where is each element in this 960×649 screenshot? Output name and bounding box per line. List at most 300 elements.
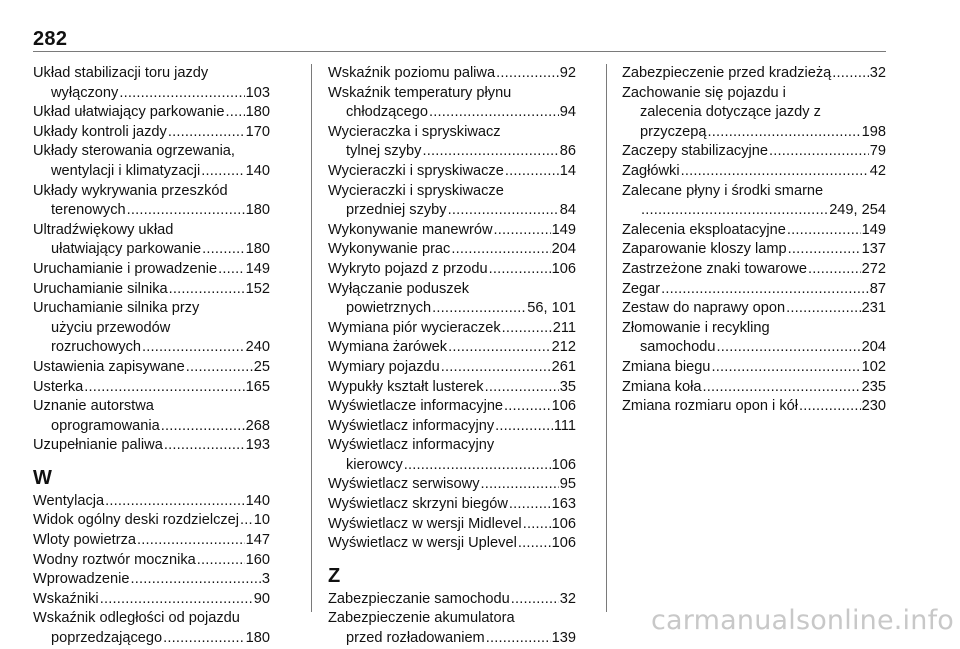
index-entry — [622, 378, 886, 398]
index-entry-page: 180 — [245, 202, 270, 219]
index-entry-term: przedniej szyby — [346, 202, 447, 219]
index-entry-page: 106 — [551, 535, 576, 552]
dot-leader — [447, 338, 551, 358]
dot-leader — [163, 436, 245, 456]
index-entry — [328, 84, 576, 123]
index-entry-page: 92 — [559, 65, 576, 81]
dot-leader — [504, 162, 559, 182]
dot-leader — [447, 201, 559, 221]
index-entry — [328, 123, 576, 162]
index-entry-page: 165 — [245, 378, 270, 395]
index-entry — [33, 64, 270, 103]
dot-leader — [807, 260, 861, 280]
index-entry-line — [328, 221, 576, 241]
dot-leader — [224, 103, 244, 123]
index-entry-term: Układ stabilizacji toru jazdy — [33, 65, 209, 81]
index-entry-page: 111 — [553, 417, 576, 434]
index-entry — [33, 280, 270, 300]
index-entry-term: Zabezpieczenie przed kradzieżą — [622, 65, 832, 81]
index-entry-line — [328, 142, 576, 162]
index-entry — [328, 280, 576, 319]
index-entry-page: 84 — [559, 202, 576, 219]
index-entry — [328, 475, 576, 495]
index-entry-line — [33, 103, 270, 123]
index-entry-line — [328, 103, 576, 123]
index-entry-term: Wykonywanie manewrów — [328, 221, 493, 238]
index-entry-page: 106 — [551, 260, 576, 277]
index-entry-term: Układy sterowania ogrzewania, — [33, 143, 235, 160]
index-entry-term: Usterka — [33, 378, 84, 395]
header-rule — [33, 51, 886, 52]
index-entry-line — [328, 609, 576, 629]
index-entry-line — [328, 417, 576, 437]
index-entry — [328, 515, 576, 535]
index-entry-page: 94 — [559, 104, 576, 121]
index-entry-line — [622, 142, 886, 162]
dot-leader — [196, 551, 245, 571]
index-entry-term: terenowych — [51, 202, 126, 219]
index-entry-term: Zalecane płyny i środki smarne — [622, 182, 824, 199]
section-letter: W — [33, 466, 52, 489]
index-entry-page: 149 — [861, 221, 886, 238]
index-entry-page: 149 — [551, 221, 576, 238]
index-entry-line — [328, 319, 576, 339]
index-entry-term: zalecenia dotyczące jazdy z — [640, 104, 821, 121]
dot-leader — [403, 456, 551, 476]
index-entry-line — [328, 280, 576, 300]
index-entry-page: 90 — [253, 590, 270, 607]
index-entry-page: 86 — [559, 143, 576, 160]
index-entry-page: 79 — [869, 143, 886, 160]
index-entry-line — [622, 338, 886, 358]
index-entry-line — [328, 456, 576, 476]
index-entry-page: 240 — [245, 339, 270, 356]
index-entry-term: Wskaźnik odległości od pojazdu — [33, 610, 240, 627]
index-entry — [622, 319, 886, 358]
index-entry-page: 249, 254 — [829, 202, 886, 219]
index-entry-line — [622, 358, 886, 378]
index-entry-line — [328, 84, 576, 104]
dot-leader — [831, 64, 868, 84]
index-entry-term: Zachowanie się pojazdu i — [622, 84, 786, 101]
index-entry-line — [33, 64, 270, 84]
index-entry-line — [328, 515, 576, 535]
index-entry-page: 25 — [253, 358, 270, 375]
index-entry-line — [33, 280, 270, 300]
index-entry-page: 272 — [861, 260, 886, 277]
dot-leader — [501, 319, 552, 339]
index-entry-term: Zalecenia eksploatacyjne — [622, 221, 786, 238]
dot-leader — [450, 240, 550, 260]
index-entry-page: 103 — [245, 84, 270, 101]
index-entry-line — [328, 201, 576, 221]
dot-leader — [162, 629, 244, 649]
index-entry-line — [328, 338, 576, 358]
index-entry-line — [33, 240, 270, 260]
section-letter: Z — [328, 564, 341, 587]
index-entry-line — [328, 182, 576, 202]
index-entry-page: 231 — [861, 300, 886, 317]
index-entry-page: 32 — [559, 590, 576, 607]
index-entry-term: Zestaw do naprawy opon — [622, 300, 786, 317]
column-divider — [311, 64, 312, 612]
index-entry-term: Wyświetlacz skrzyni biegów — [328, 496, 508, 513]
index-entry — [622, 221, 886, 241]
index-entry-term: Zaparowanie kloszy lamp — [622, 241, 787, 258]
watermark: carmanualsonline.info — [651, 605, 954, 636]
index-entry-term: ułatwiający parkowanie — [51, 241, 202, 258]
index-entry-term: samochodu — [640, 339, 716, 356]
index-entry — [33, 221, 270, 260]
dot-leader — [660, 280, 869, 300]
dot-leader — [787, 240, 861, 260]
index-entry-line — [33, 609, 270, 629]
dot-leader — [83, 378, 244, 398]
index-entry — [328, 162, 576, 182]
index-entry-page: 102 — [861, 358, 886, 375]
index-entry-term: Wyświetlacz informacyjny — [328, 437, 495, 454]
index-entry — [328, 417, 576, 437]
index-entry-line — [622, 378, 886, 398]
dot-leader — [141, 338, 245, 358]
index-entry-term: Wycieraczka i spryskiwacz — [328, 123, 501, 140]
index-entry-line — [328, 240, 576, 260]
index-entry-term: Zmiana rozmiaru opon i kół — [622, 398, 799, 415]
index-entry — [33, 531, 270, 551]
index-entry-term: Zabezpieczenie akumulatora — [328, 610, 515, 627]
dot-leader — [185, 358, 253, 378]
index-entry-term: Wskaźniki — [33, 590, 99, 607]
dot-leader — [493, 221, 551, 241]
index-entry-line — [33, 358, 270, 378]
index-entry-page: 140 — [245, 162, 270, 179]
index-entry-line — [328, 358, 576, 378]
index-entry-page: 212 — [551, 339, 576, 356]
index-entry-line — [328, 260, 576, 280]
dot-leader — [200, 162, 244, 182]
index-entry-term: chłodzącego — [346, 104, 428, 121]
dot-leader — [239, 511, 253, 531]
index-entry-line — [328, 495, 576, 515]
index-entry-line — [33, 201, 270, 221]
index-entry-line — [622, 299, 886, 319]
index-entry-line — [328, 590, 576, 610]
index-entry-page: 87 — [869, 280, 886, 297]
dot-leader — [495, 64, 559, 84]
index-entry-term: Wyświetlacz serwisowy — [328, 476, 480, 493]
index-entry-page: 106 — [551, 515, 576, 532]
index-entry — [622, 397, 886, 417]
index-entry-term: Wycieraczki i spryskiwacze — [328, 182, 504, 199]
index-entry-line — [328, 629, 576, 649]
index-entry-term: Zegar — [622, 280, 661, 297]
index-entry-page: 163 — [551, 496, 576, 513]
index-entry-term: tylnej szyby — [346, 143, 422, 160]
index-entry-term: Zabezpieczanie samochodu — [328, 590, 510, 607]
index-entry — [33, 397, 270, 436]
index-entry-line — [622, 123, 886, 143]
index-entry-term: Wskaźnik temperatury płynu — [328, 84, 512, 101]
index-entry-term: Wykryto pojazd z przodu — [328, 260, 488, 277]
dot-leader — [104, 492, 245, 512]
index-entry-term: poprzedzającego — [51, 630, 163, 647]
index-entry-term: Wyświetlacz w wersji Uplevel — [328, 535, 517, 552]
index-entry-line — [328, 534, 576, 554]
index-entry-line — [33, 162, 270, 182]
index-entry-page: 95 — [559, 476, 576, 493]
index-entry-page: 193 — [245, 437, 270, 454]
index-entry — [33, 358, 270, 378]
index-entry — [33, 492, 270, 512]
dot-leader — [785, 299, 861, 319]
index-entry-line — [622, 201, 886, 221]
index-entry-term: Wycieraczki i spryskiwacze — [328, 162, 504, 179]
dot-leader — [431, 299, 526, 319]
index-entry — [622, 84, 886, 143]
index-entry-term: Ustawienia zapisywane — [33, 358, 185, 375]
index-entry — [33, 570, 270, 590]
index-entry-term: Zagłówki — [622, 162, 680, 179]
index-column-2 — [328, 64, 576, 649]
dot-leader — [136, 531, 245, 551]
index-entry-term: Widok ogólny deski rozdzielczej — [33, 512, 240, 529]
index-entry-line — [622, 64, 886, 84]
index-entry — [622, 299, 886, 319]
index-entry-line — [33, 551, 270, 571]
index-entry-line — [33, 338, 270, 358]
index-entry — [33, 299, 270, 358]
index-entry-term: Zaczepy stabilizacyjne — [622, 143, 769, 160]
index-entry-page: 204 — [551, 241, 576, 258]
index-entry-term: Wymiana piór wycieraczek — [328, 319, 501, 336]
index-entry-page: 137 — [861, 241, 886, 258]
index-entry — [33, 260, 270, 280]
index-entry-page: 106 — [551, 398, 576, 415]
index-entry-line — [622, 84, 886, 104]
index-entry — [622, 260, 886, 280]
dot-leader — [160, 417, 245, 437]
index-entry-term: Wentylacja — [33, 492, 105, 509]
index-entry-term: Układy kontroli jazdy — [33, 123, 167, 140]
index-entry-line — [328, 64, 576, 84]
page-number: 282 — [33, 28, 68, 50]
index-entry-term: Wymiana żarówek — [328, 339, 448, 356]
index-entry-term: Uznanie autorstwa — [33, 398, 154, 415]
index-entry-term: Wypukły kształt lusterek — [328, 378, 484, 395]
index-entry-page: 170 — [245, 123, 270, 140]
index-entry-page: 42 — [869, 162, 886, 179]
index-entry-page: 152 — [245, 280, 270, 297]
index-entry-line — [622, 182, 886, 202]
dot-leader — [428, 103, 559, 123]
index-entry — [328, 534, 576, 554]
index-entry-line — [328, 123, 576, 143]
index-entry-page: 204 — [861, 339, 886, 356]
index-entry-line — [622, 162, 886, 182]
index-entry-term: rozruchowych — [51, 339, 142, 356]
index-entry — [328, 609, 576, 648]
index-entry-term: Układ ułatwiający parkowanie — [33, 104, 225, 121]
index-entry-term: wentylacji i klimatyzacji — [51, 162, 201, 179]
dot-leader — [715, 338, 860, 358]
index-entry — [622, 358, 886, 378]
index-entry — [328, 358, 576, 378]
index-entry-line — [33, 397, 270, 417]
dot-leader — [488, 260, 551, 280]
index-entry — [328, 221, 576, 241]
dot-leader — [167, 123, 245, 143]
index-entry — [328, 590, 576, 610]
dot-leader — [485, 629, 551, 649]
index-entry — [328, 436, 576, 475]
index-entry — [328, 260, 576, 280]
index-entry — [33, 551, 270, 571]
index-entry-page: 35 — [559, 378, 576, 395]
index-entry — [33, 511, 270, 531]
index-entry-page: 180 — [245, 630, 270, 647]
index-entry-page: 268 — [245, 417, 270, 434]
index-entry-page: 149 — [245, 260, 270, 277]
index-entry-term: Uruchamianie i prowadzenie — [33, 260, 218, 277]
index-entry-page: 180 — [245, 104, 270, 121]
index-entry — [622, 64, 886, 84]
index-entry — [33, 436, 270, 456]
index-entry-page: 10 — [253, 512, 270, 529]
index-column-1 — [33, 64, 270, 649]
dot-leader — [480, 475, 559, 495]
index-entry — [328, 64, 576, 84]
index-entry-line — [33, 182, 270, 202]
column-divider — [606, 64, 607, 612]
index-entry — [33, 103, 270, 123]
dot-leader — [201, 240, 245, 260]
dot-leader — [680, 162, 869, 182]
index-entry-line — [622, 319, 886, 339]
index-entry — [328, 182, 576, 221]
index-entry-page: 32 — [869, 65, 886, 81]
index-entry-page: 147 — [245, 532, 270, 549]
index-entry-term: Zmiana koła — [622, 378, 702, 395]
dot-leader — [118, 84, 244, 104]
index-entry — [33, 378, 270, 398]
index-entry-page: 140 — [245, 492, 270, 509]
dot-leader — [126, 201, 245, 221]
index-entry-term: oprogramowania — [51, 417, 160, 434]
index-entry-line — [622, 103, 886, 123]
index-entry-line — [328, 162, 576, 182]
index-entry — [328, 338, 576, 358]
index-entry-term: wyłączony — [51, 84, 119, 101]
index-entry-term: Zastrzeżone znaki towarowe — [622, 260, 807, 277]
index-entry-term: Uruchamianie silnika — [33, 280, 168, 297]
index-entry-line — [33, 590, 270, 610]
index-entry-line — [328, 475, 576, 495]
index-entry-term: Wymiary pojazdu — [328, 358, 440, 375]
index-entry-page: 139 — [551, 630, 576, 647]
dot-leader — [440, 358, 551, 378]
index-entry-term: Wodny roztwór mocznika — [33, 551, 196, 568]
dot-leader — [786, 221, 861, 241]
index-entry-line — [33, 142, 270, 162]
dot-leader — [130, 570, 261, 590]
index-entry-line — [328, 397, 576, 417]
index-entry-page: 230 — [861, 398, 886, 415]
index-entry-term: Wprowadzenie — [33, 571, 130, 588]
index-entry — [328, 397, 576, 417]
index-entry-line — [622, 260, 886, 280]
dot-leader — [494, 417, 553, 437]
index-entry-line — [622, 221, 886, 241]
dot-leader — [508, 495, 551, 515]
dot-leader — [522, 515, 551, 535]
index-entry — [622, 240, 886, 260]
index-entry-line — [33, 511, 270, 531]
index-entry-page: 14 — [559, 162, 576, 179]
index-entry-line — [33, 378, 270, 398]
index-entry-term: Wskaźnik poziomu paliwa — [328, 65, 496, 81]
index-entry — [622, 162, 886, 182]
index-entry — [622, 280, 886, 300]
dot-leader — [421, 142, 558, 162]
index-entry-page: 198 — [861, 123, 886, 140]
index-entry-line — [622, 240, 886, 260]
index-entry-term: Ultradźwiękowy układ — [33, 221, 174, 238]
index-entry-term: Zmiana biegu — [622, 358, 711, 375]
index-entry — [33, 590, 270, 610]
index-entry-page: 3 — [261, 571, 270, 588]
index-entry-line — [33, 123, 270, 143]
index-entry-term: Uzupełnianie paliwa — [33, 437, 163, 454]
index-entry-page: 106 — [551, 456, 576, 473]
index-entry-line — [33, 629, 270, 649]
index-entry-line — [33, 260, 270, 280]
index-entry-line — [33, 319, 270, 339]
index-entry-line — [328, 436, 576, 456]
index-entry-term: Wykonywanie prac — [328, 241, 451, 258]
index-entry — [328, 240, 576, 260]
index-entry-line — [622, 280, 886, 300]
index-entry-line — [33, 417, 270, 437]
dot-leader — [640, 201, 828, 221]
index-entry-page: 160 — [245, 551, 270, 568]
index-entry — [33, 182, 270, 221]
dot-leader — [517, 534, 551, 554]
index-entry-term: Wloty powietrza — [33, 532, 136, 549]
index-entry-term: przyczepą — [640, 123, 707, 140]
index-entry-line — [33, 492, 270, 512]
dot-leader — [710, 358, 860, 378]
index-entry-term: Złomowanie i recykling — [622, 319, 770, 336]
index-entry-page: 261 — [551, 358, 576, 375]
index-entry-term: Wyświetlacz informacyjny — [328, 417, 495, 434]
index-entry-line — [328, 378, 576, 398]
index-entry — [622, 142, 886, 162]
index-entry-line — [622, 397, 886, 417]
index-entry-term: Układy wykrywania przeszkód — [33, 182, 228, 199]
index-entry-line — [33, 570, 270, 590]
dot-leader — [99, 590, 253, 610]
index-entry — [328, 319, 576, 339]
index-entry-line — [33, 299, 270, 319]
dot-leader — [702, 378, 861, 398]
index-entry — [33, 609, 270, 648]
index-entry-term: Wyświetlacz w wersji Midlevel — [328, 515, 522, 532]
dot-leader — [798, 397, 861, 417]
index-entry-term: użyciu przewodów — [51, 319, 171, 336]
index-entry-term: kierowcy — [346, 456, 403, 473]
index-entry-page: 211 — [552, 319, 576, 336]
index-entry-line — [33, 436, 270, 456]
